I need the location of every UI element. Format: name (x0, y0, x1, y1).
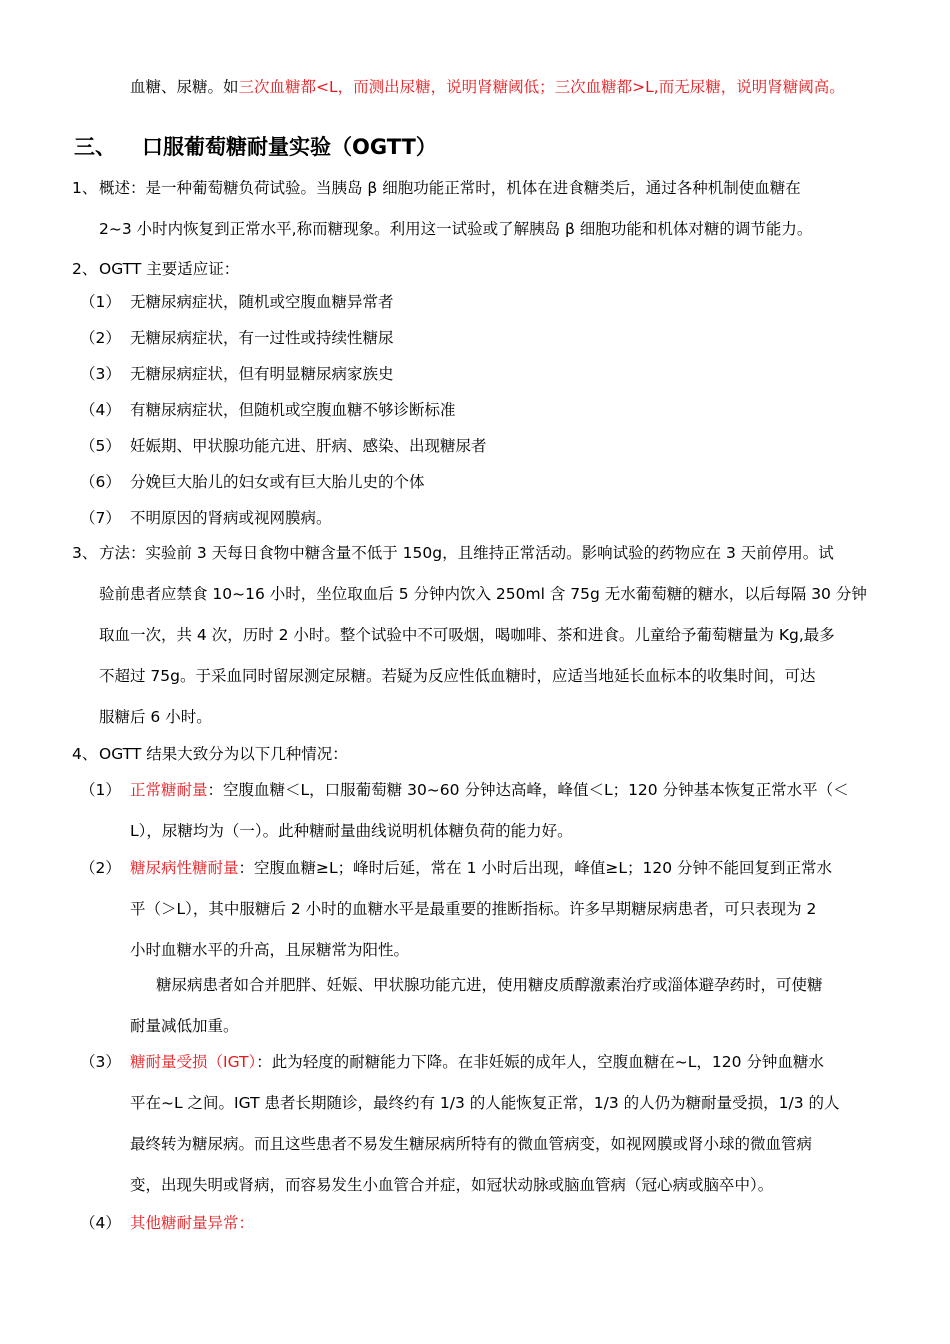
case-diabetic-note-1: 糖尿病患者如合并肥胖、妊娠、甲状腺功能亢进，使用糖皮质醇激素治疗或淄体避孕药时，可使糖 (156, 976, 823, 994)
case-label: 正常糖耐量 (130, 781, 208, 799)
case-number: （4） (80, 1214, 121, 1232)
case-text: ：此为轻度的耐糖能力下降。在非妊娠的成年人，空腹血糖在~L，120 分钟血糖水 (256, 1053, 824, 1071)
method-text-5: 服糖后 6 小时。 (99, 708, 212, 726)
case-diabetic-line-3: 小时血糖水平的升高，且尿糖常为阳性。 (130, 941, 410, 959)
indication-number: （3） (80, 365, 121, 383)
case-label: 糖尿病性糖耐量 (130, 859, 239, 877)
indication-number: （4） (80, 401, 121, 419)
indication-number: （6） (80, 473, 121, 491)
case-igt-line-2: 平在~L 之间。IGT 患者长期随诊，最终约有 1/3 的人能恢复正常，1/3 的人仍为糖耐量受损，1/3 的人 (130, 1094, 840, 1112)
method-text-2: 验前患者应禁食 10~16 小时，坐位取血后 5 分钟内饮入 250ml 含 75g 无水葡萄糖的糖水，以后每隔 30 分钟 (99, 585, 867, 603)
case-text: ：空腹血糖≥L；峰时后延，常在 1 小时后出现，峰值≥L；120 分钟不能回复到正常水 (238, 859, 832, 877)
indication-text: 分娩巨大胎儿的妇女或有巨大胎儿史的个体 (130, 473, 425, 491)
intro-text: 血糖、尿糖。如 (130, 78, 239, 96)
section-number: 三、 (74, 135, 116, 159)
case-number: （2） (80, 859, 121, 877)
intro-highlight: 三次血糖都<L，而测出尿糖，说明肾糖阈低；三次血糖都>L,而无尿糖，说明肾糖阈高。 (238, 78, 845, 96)
indication-text: 妊娠期、甲状腺功能亢进、肝病、感染、出现糖尿者 (130, 437, 487, 455)
case-text: ：空腹血糖＜L，口服葡萄糖 30~60 分钟达高峰，峰值＜L；120 分钟基本恢复正常水平（＜ (207, 781, 849, 799)
method-number: 3、 (72, 544, 98, 562)
case-number: （1） (80, 781, 121, 799)
indication-text: 不明原因的肾病或视网膜病。 (130, 509, 332, 527)
section-title: 口服葡萄糖耐量实验（OGTT） (142, 135, 437, 159)
indication-number: （5） (80, 437, 121, 455)
indications-number: 2、 (72, 260, 98, 278)
indication-number: （1） (80, 293, 121, 311)
case-igt-line-4: 变，出现失明或肾病，而容易发生小血管合并症，如冠状动脉或脑血管病（冠心病或脑卒中）。 (130, 1176, 774, 1194)
case-label: 糖耐量受损（IGT） (130, 1053, 257, 1071)
overview-text-2: 2~3 小时内恢复到正常水平,称而糖现象。利用这一试验或了解胰岛 β 细胞功能和机体对糖的调节能力。 (99, 220, 813, 238)
intro-line (130, 76, 845, 98)
case-diabetic-note-2: 耐量减低加重。 (130, 1017, 239, 1035)
method-text-4: 不超过 75g。于采血同时留尿测定尿糖。若疑为反应性低血糖时，应适当地延长血标本的收集时间，可达 (99, 667, 816, 685)
case-normal-line-2: L），尿糖均为（一）。此种糖耐量曲线说明机体糖负荷的能力好。 (130, 822, 573, 840)
case-igt-line-3: 最终转为糖尿病。而且这些患者不易发生糖尿病所特有的微血管病变，如视网膜或肾小球的微血管病 (130, 1135, 813, 1153)
case-label: 其他糖耐量异常： (130, 1214, 255, 1232)
indications-title: OGTT 主要适应证： (99, 260, 240, 278)
indication-text: 无糖尿病症状，随机或空腹血糖异常者 (130, 293, 394, 311)
indication-number: （7） (80, 509, 121, 527)
indication-text: 有糖尿病症状，但随机或空腹血糖不够诊断标准 (130, 401, 456, 419)
method-text-1: 方法：实验前 3 天每日食物中糖含量不低于 150g，且维持正常活动。影响试验的药物应在 3 天前停用。试 (99, 544, 834, 562)
case-number: （3） (80, 1053, 121, 1071)
indication-number: （2） (80, 329, 121, 347)
section-heading (74, 133, 437, 161)
indication-text: 无糖尿病症状，但有明显糖尿病家族史 (130, 365, 394, 383)
overview-text-1: 概述：是一种葡萄糖负荷试验。当胰岛 β 细胞功能正常时，机体在进食糖类后，通过各种机制使血糖在 (99, 179, 801, 197)
method-text-3: 取血一次，共 4 次，历时 2 小时。整个试验中不可吸烟，喝咖啡、茶和进食。儿童给予葡萄糖量为 Kg,最多 (99, 626, 835, 644)
results-number: 4、 (72, 745, 98, 763)
case-diabetic-line-2: 平（＞L），其中服糖后 2 小时的血糖水平是最重要的推断指标。许多早期糖尿病患者，可只表现为 2 (130, 900, 817, 918)
indication-text: 无糖尿病症状，有一过性或持续性糖尿 (130, 329, 394, 347)
results-title: OGTT 结果大致分为以下几种情况： (99, 745, 348, 763)
overview-number: 1、 (72, 179, 98, 197)
